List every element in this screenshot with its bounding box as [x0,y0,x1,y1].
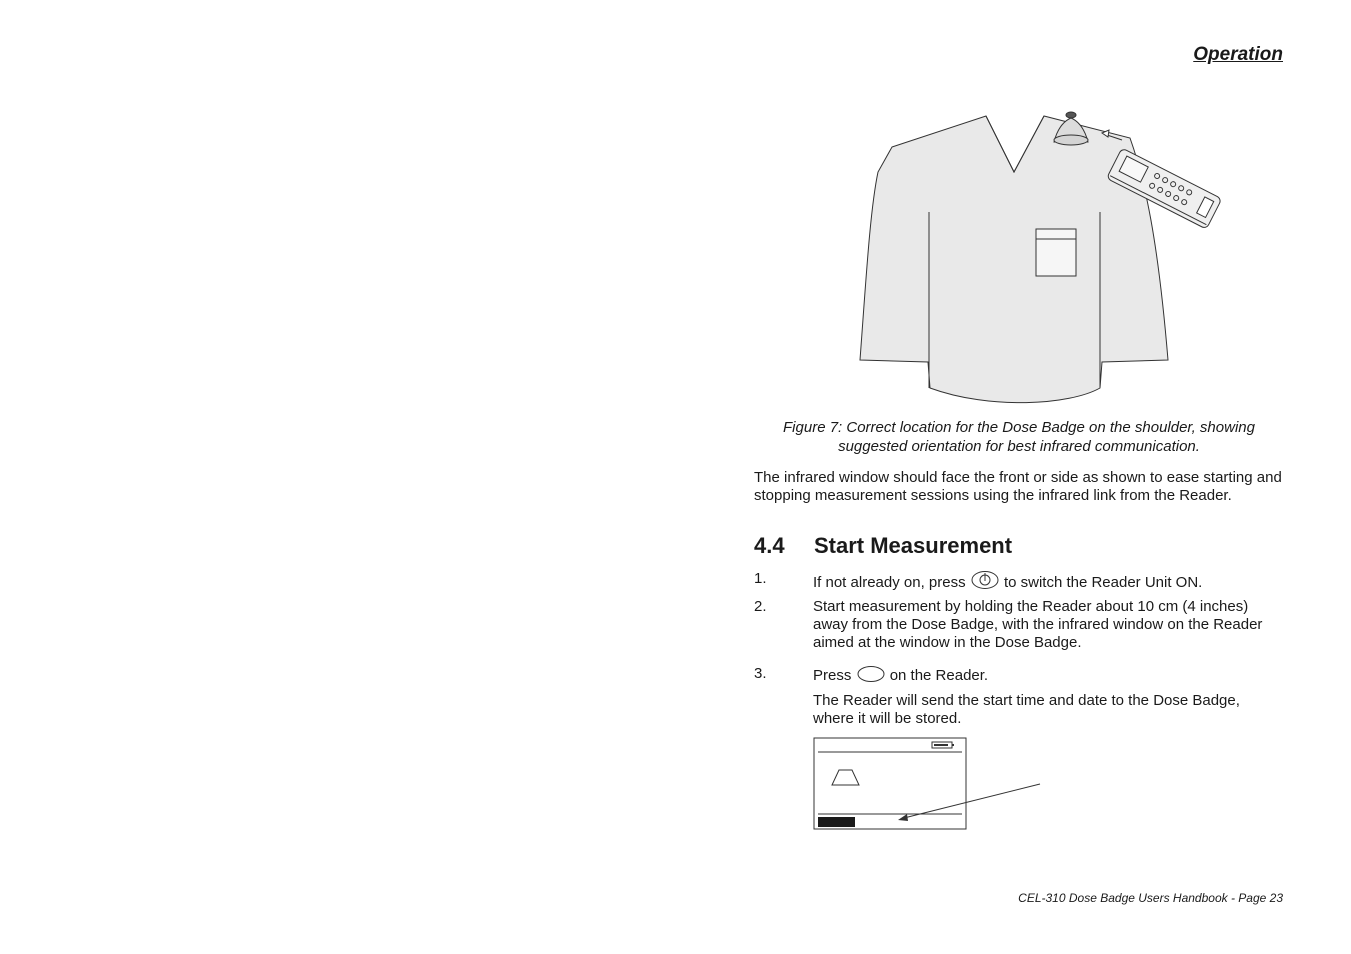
battery-icon [932,742,954,748]
oval-key-icon [856,665,886,688]
status-bar-block [818,817,855,827]
figure-caption: Figure 7: Correct location for the Dose Badge on the shoulder, showing suggested orientation for best infrared communication. [783,419,1255,455]
step-text [813,665,1284,688]
section-heading [754,532,1012,560]
step-2 [754,598,1284,652]
page-footer: CEL-310 Dose Badge Users Handbook - Page 23 [1018,891,1283,905]
step-text [813,570,1284,595]
step-text-after-icon: on the Reader. [889,667,989,684]
section-number: 4.4 [754,533,785,558]
step-text-before-icon: If not already on, press [813,574,966,591]
step-text-after-icon: to switch the Reader Unit ON. [1003,574,1203,591]
figure-7-illustration [840,100,1260,410]
step-number: 1. [754,570,767,587]
step-3 [754,665,1284,688]
step-number: 2. [754,598,767,615]
power-button-icon [970,570,1000,595]
section-title: Start Measurement [814,533,1013,558]
step-1 [754,570,1284,595]
dose-badge-icon [1054,112,1088,145]
step-text: Start measurement by holding the Reader about 10 cm (4 inches) away from the Dose Badge, with the infrared window on the Reader aimed at the window in the Dose Badge. [813,598,1263,651]
intro-paragraph: The infrared window should face the front or side as shown to ease starting and stopping measurement sessions using the infrared link from the Reader. [754,469,1282,504]
shirt-pocket [1036,229,1076,276]
step-3-note: The Reader will send the start time and date to the Dose Badge, where it will be stored. [813,692,1240,727]
step-number: 3. [754,665,767,682]
reader-display-illustration [812,736,1052,832]
section-header: Operation [1193,44,1283,65]
step-text-before-icon: Press [813,667,852,684]
